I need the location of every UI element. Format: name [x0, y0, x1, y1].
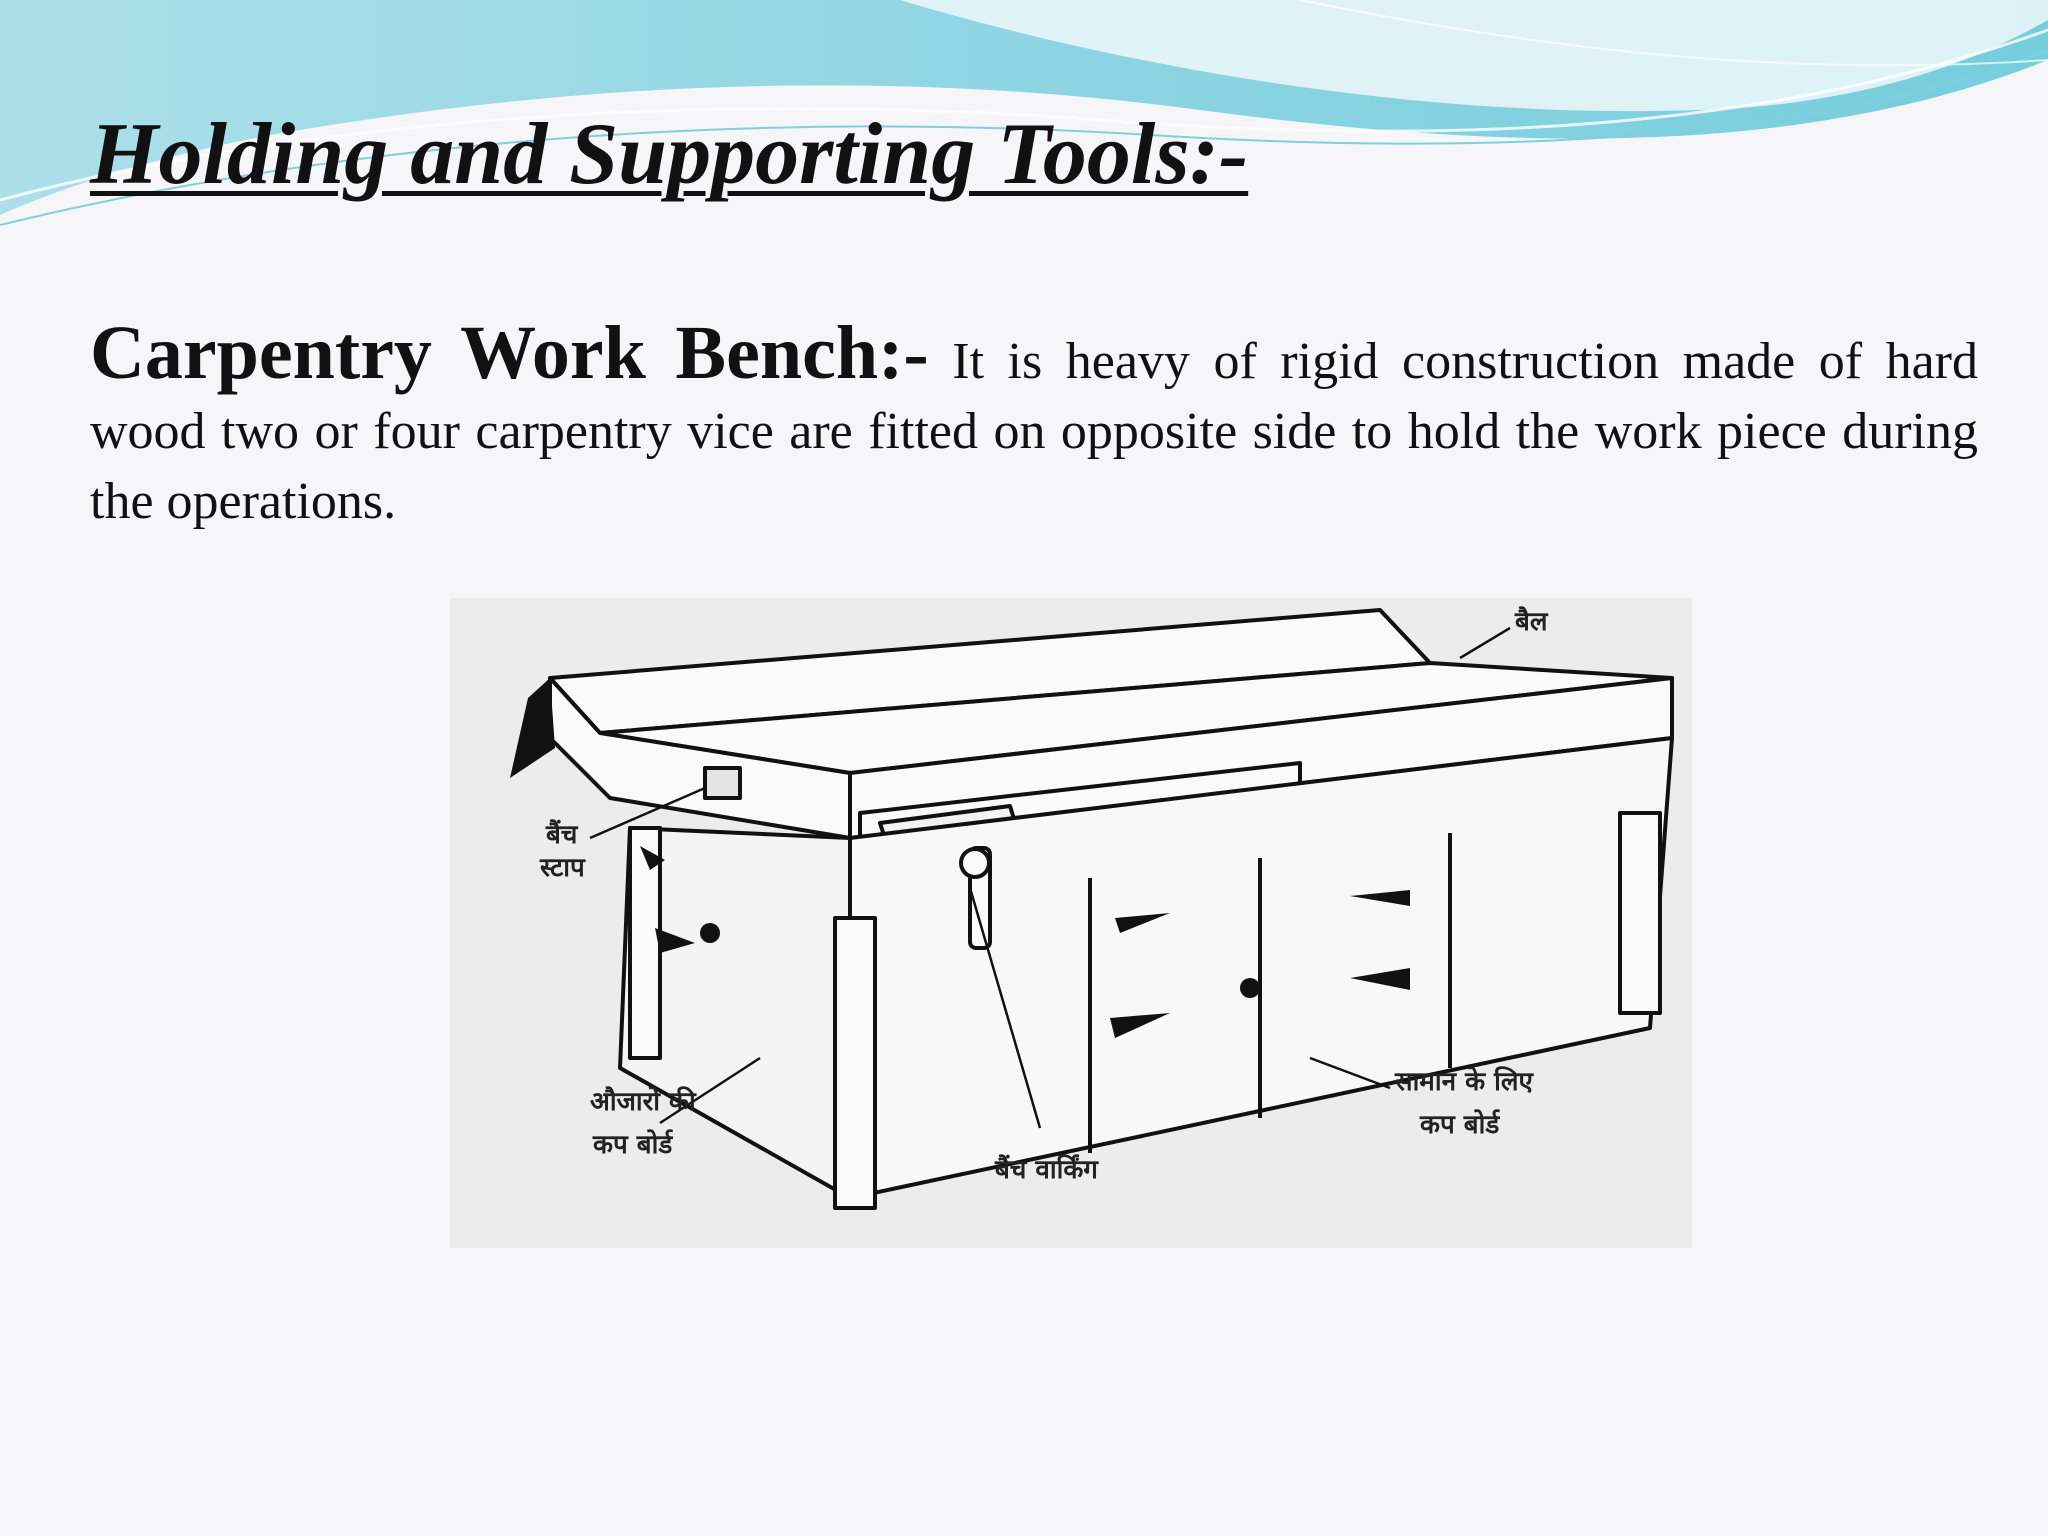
front-left-leg [835, 918, 875, 1208]
body-text: It is heavy of rigid construction made of hard wood two or four carpentry vice are fitted on opposite side to hold the work piece during the operations. [90, 333, 1979, 530]
work-bench-drawing [450, 598, 1692, 1248]
label-storage-cupboard-2: कप बोर्ड [1420, 1110, 1500, 1140]
label-bench-stop-2: स्टाप [540, 853, 585, 883]
label-tool-cupboard-2: कप बोर्ड [593, 1130, 673, 1160]
work-bench-illustration [450, 598, 1692, 1248]
body-paragraph [90, 311, 1979, 537]
label-storage-cupboard-1: सामान के लिए [1395, 1067, 1533, 1097]
slide-title: Holding and Supporting Tools:- [90, 106, 1249, 203]
body-lead-heading: Carpentry Work Bench:- [90, 311, 929, 395]
right-leg [1620, 813, 1660, 1013]
label-tool-cupboard-1: औजारो की [590, 1087, 696, 1117]
label-bench-vice: बैंच वार्किंग [995, 1155, 1098, 1185]
bench-stop [705, 768, 740, 798]
label-bail: बैल [1515, 607, 1548, 637]
label-bench-stop-1: बैंच [546, 820, 578, 850]
